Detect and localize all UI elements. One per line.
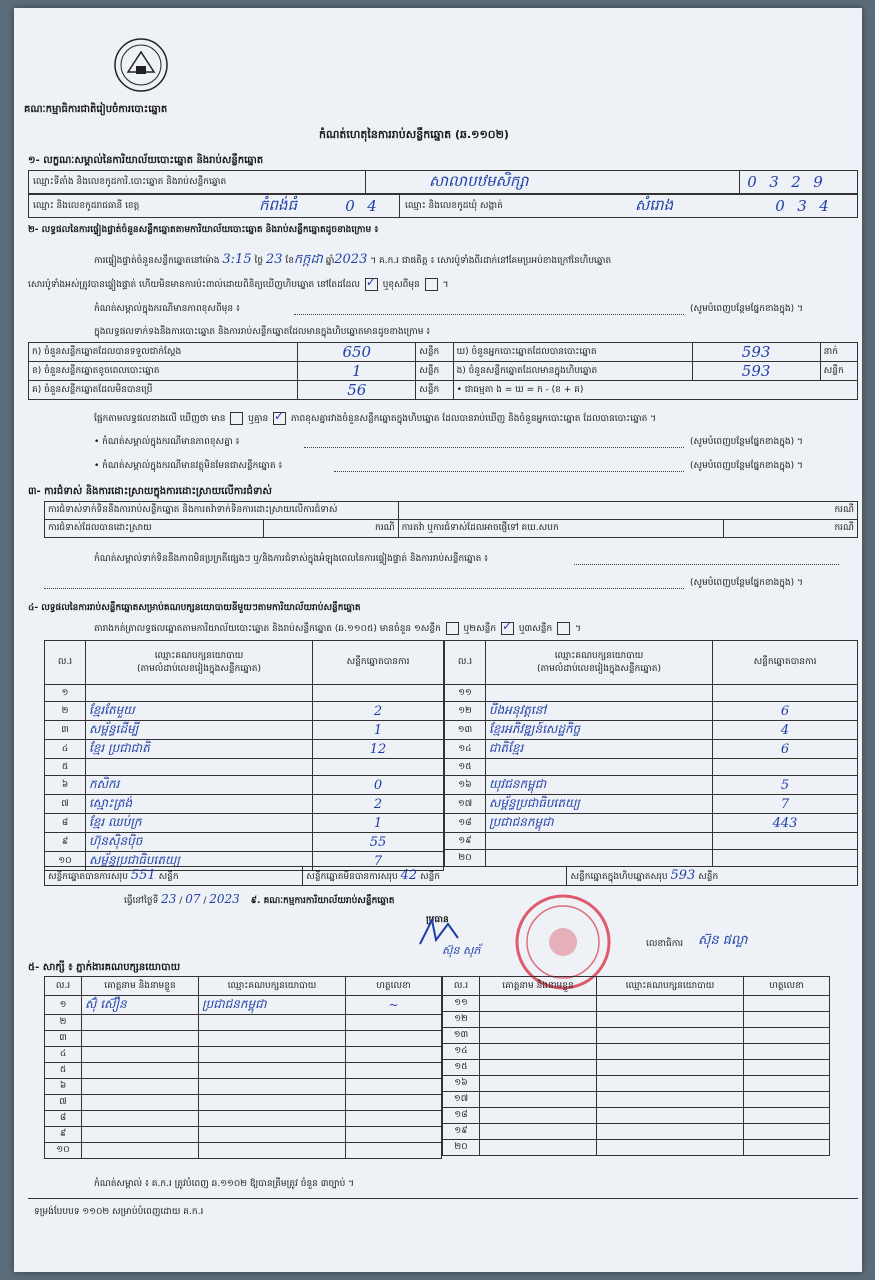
witness-signature: ~ bbox=[346, 996, 442, 1015]
witness-name bbox=[480, 1012, 597, 1028]
witness-name bbox=[82, 1015, 199, 1031]
station-row bbox=[28, 170, 858, 194]
row-number: ៥ bbox=[45, 759, 86, 776]
received-value: 650 bbox=[298, 343, 416, 362]
total-all-value: 593 bbox=[670, 868, 696, 883]
result-row bbox=[445, 850, 858, 867]
row-number: ១ bbox=[45, 996, 82, 1015]
result-row bbox=[45, 833, 444, 852]
section1-heading: ១- លក្ខណៈសម្គាល់នៃការិយាល័យបោះឆ្នោត និងរាប់សន្លឹកឆ្នោត bbox=[28, 155, 264, 166]
result-row bbox=[445, 759, 858, 776]
no-diff-checkbox[interactable] bbox=[273, 412, 286, 425]
witness-row bbox=[443, 1044, 830, 1060]
ballot-count-table: ក) ចំនួនសន្លឹកឆ្នោតដែលបានទទួលជាក់ស្តែង 650 សន្លឹក ឃ) ចំនួនអ្នកបោះឆ្នោតដែលបានបោះឆ្នោត 593 នាក់ ខ) ចំនួនសន្លឹកឆ្នោតខូចពេលបោះឆ្នោត 1 សន្លឹក ង) ចំនួនសន្លឹកឆ្នោតដែលមានក្នុងហិបឆ្នោត 593 សន្លឹក គ) ចំនួនសន្លឹកឆ្នោតដែលមិនបានប្រើ 56 សន្លឹក • ជាធម្មតា ង = ឃ = ក - (ខ + គ) bbox=[28, 342, 858, 400]
province-row bbox=[28, 194, 858, 218]
row-number: ១២ bbox=[443, 1012, 480, 1028]
row-number: ៧ bbox=[45, 1095, 82, 1111]
row-number: ៦ bbox=[45, 776, 86, 795]
row-number: ២ bbox=[45, 1015, 82, 1031]
party-votes bbox=[713, 850, 858, 867]
party-votes: 4 bbox=[713, 721, 858, 740]
result-row bbox=[445, 795, 858, 814]
result-row bbox=[445, 702, 858, 721]
party-name: ខ្មែរតែមួយ bbox=[86, 702, 313, 721]
witness-signature bbox=[744, 1044, 830, 1060]
station-value: សាលាបឋមសិក្សា bbox=[429, 172, 529, 190]
voters-value: 593 bbox=[692, 343, 820, 362]
row-number: ២០ bbox=[443, 1140, 480, 1156]
witness-signature bbox=[744, 1108, 830, 1124]
witness-row bbox=[443, 1012, 830, 1028]
station-code: 0 3 2 9 bbox=[747, 173, 823, 191]
party-votes: 6 bbox=[713, 740, 858, 759]
witness-signature bbox=[744, 1140, 830, 1156]
witness-name bbox=[82, 1111, 199, 1127]
row-number: ៥ bbox=[45, 1063, 82, 1079]
row-number: ១៧ bbox=[443, 1092, 480, 1108]
witness-row bbox=[45, 1079, 442, 1095]
witness-party bbox=[199, 1079, 346, 1095]
party-votes: 2 bbox=[313, 702, 444, 721]
witness-row bbox=[45, 1015, 442, 1031]
party-votes bbox=[313, 759, 444, 776]
witness-signature bbox=[744, 996, 830, 1012]
chair-name: ស៊ុន សុភ័ bbox=[442, 944, 481, 957]
complaints-table: ការជំទាស់ទាក់ទិននឹងការរាប់សន្លឹកឆ្នោត និងការតវ៉ាទាក់ទិនការដោះស្រាយលើការជំទាស់ ករណី ការជំទាស់ដែលបានដោះស្រាយ ករណី ការតវ៉ា ឬការជំទាស់ដែលអាចផ្ញើទៅ គឃ.សបក ករណី bbox=[44, 501, 858, 538]
party-name bbox=[486, 850, 713, 867]
witness-row bbox=[443, 1092, 830, 1108]
two-sheets-checkbox[interactable] bbox=[501, 622, 514, 635]
in-box-value: 593 bbox=[692, 362, 820, 381]
witness-name bbox=[480, 1028, 597, 1044]
witness-party bbox=[597, 1092, 744, 1108]
party-name: ជាតិខ្មែរ bbox=[486, 740, 713, 759]
party-name: សម្ព័ន្ធដើម្បី bbox=[86, 721, 313, 740]
fill-hint-1: (សូមបំពេញបន្ថែមផ្នែកខាងក្នុង) ។ bbox=[690, 304, 803, 314]
party-votes: 7 bbox=[713, 795, 858, 814]
section5-heading: ៥- សាក្សី ៖ ភ្នាក់ងារគណបក្សនយោបាយ bbox=[28, 962, 181, 973]
document-sheet bbox=[14, 8, 862, 1272]
row-number: ១១ bbox=[443, 996, 480, 1012]
doc-title: កំណត់ហេតុនៃការរាប់សន្លឹកឆ្នោត (ឆ.១១០២) bbox=[319, 128, 509, 141]
total-invalid-value: 42 bbox=[400, 868, 418, 883]
witness-signature bbox=[346, 1031, 442, 1047]
station-label: ឈ្មោះទីតាំង និងលេខកូដការិ.បោះឆ្នោត និងរាប់សន្លឹកឆ្នោត bbox=[33, 177, 227, 187]
row-number: ៧ bbox=[45, 795, 86, 814]
party-votes: 5 bbox=[713, 776, 858, 795]
witness-party bbox=[597, 1044, 744, 1060]
s5-note: កំណត់សម្គាល់ ៖ គ.ក.រ ត្រូវបំពេញ ឆ.១១០២ ឱ្យបានត្រឹមត្រូវ ចំនួន ៣ច្បាប់ ។ bbox=[94, 1179, 355, 1189]
witness-signature bbox=[346, 1143, 442, 1159]
witness-name bbox=[82, 1127, 199, 1143]
witness-row bbox=[443, 1108, 830, 1124]
bullet2: • កំណត់សម្គាល់ក្នុងករណីមានវត្ថុមិនមែនជាសន្លឹកឆ្នោត ៖ bbox=[94, 461, 283, 471]
witness-name bbox=[480, 1076, 597, 1092]
witness-row bbox=[443, 1076, 830, 1092]
section2-heading: ២- លទ្ធផលនៃការផ្ទៀងផ្ទាត់ចំនួនសន្លឹកឆ្នោតតាមការិយាល័យបោះឆ្នោត និងរាប់សន្លឹកឆ្នោតដូចខាងក្រោម ៖ bbox=[28, 225, 379, 235]
day-value: 23 bbox=[265, 252, 283, 267]
changed-checkbox[interactable] bbox=[425, 278, 438, 291]
party-name: សម្ព័ន្ធប្រជាធិបតេយ្យ bbox=[86, 852, 313, 871]
witness-name bbox=[480, 1060, 597, 1076]
row-number: ៣ bbox=[45, 1031, 82, 1047]
time-value: 3:15 bbox=[222, 252, 252, 267]
result-row bbox=[45, 740, 444, 759]
row-number: ២០ bbox=[445, 850, 486, 867]
witness-signature bbox=[744, 1060, 830, 1076]
row-number: ១១ bbox=[445, 685, 486, 702]
party-name: យុវជនកម្ពុជា bbox=[486, 776, 713, 795]
witness-name bbox=[82, 1031, 199, 1047]
witness-name: ស៊ុំ ស៊ឿន bbox=[82, 996, 199, 1015]
row-number: ១៩ bbox=[445, 833, 486, 850]
witness-party bbox=[199, 1095, 346, 1111]
s2-intro: ក្នុងលទ្ធផលទាក់ទងនឹងការបោះឆ្នោត និងការរាប់សន្លឹកឆ្នោតដែលមានក្នុងហិបឆ្នោតមានដូចខាងក្រោម ៖ bbox=[94, 327, 431, 337]
row-number: ១៨ bbox=[445, 814, 486, 833]
witness-signature bbox=[744, 1124, 830, 1140]
year-value: 2023 bbox=[334, 252, 368, 267]
witness-name bbox=[82, 1063, 199, 1079]
row-number: ៤ bbox=[45, 740, 86, 759]
unused-value: 56 bbox=[298, 381, 416, 400]
note1-label: កំណត់សម្គាល់ក្នុងករណីមានភាពខុសពីមុន ៖ bbox=[94, 304, 240, 314]
result-row bbox=[445, 833, 858, 850]
results-table-right: ល.រ ឈ្មោះគណបក្សនយោបាយ (តាមលំដាប់លេខរៀងក្នុងសន្លឹកឆ្នោត) សន្លឹកឆ្នោតបានការ ១១ ១២ បីងអនុវត្តនៅ 6 ១៣ ខ្មែរអភិវឌ្ឍន៍សេដ្ឋកិច្ច 4 ១៤ ជាតិខ្មែរ 6 ១៥ ១៦ យុវជនកម្ពុជា 5 ១៧ សម្ព័ន្ធប្រជាធិបតេយ្យ 7 ១៨ ប្រជាជនកម្ពុជា 443 ១៩ ២០ bbox=[444, 640, 858, 867]
results-table-left: ល.រ ឈ្មោះគណបក្សនយោបាយ (តាមលំដាប់លេខរៀងក្នុងសន្លឹកឆ្នោត) សន្លឹកឆ្នោតបានការ ១ ២ ខ្មែរតែមួយ 2 ៣ សម្ព័ន្ធដើម្បី 1 ៤ ខ្មែរ ប្រជាជាតិ 12 ៥ ៦ កសិករ 0 ៧ ស្មោះត្រង់ 2 ៨ ខ្មែរ ឈប់ក្រ 1 ៩ ហ៊ុនស៊ិនប៉ិច 55 ១០ សម្ព័ន្ធប្រជាធិបតេយ្យ 7 bbox=[44, 640, 444, 871]
witness-party bbox=[199, 1063, 346, 1079]
witness-row bbox=[45, 1095, 442, 1111]
witness-row bbox=[443, 1060, 830, 1076]
s3-note: កំណត់សម្គាល់ទាក់ទិននឹងភាពមិនប្រក្រតីផ្សេងៗ ឬ/និងការជំទាស់ក្នុងអំឡុងពេលនៃការផ្ទៀងផ្ទាត់ និងការរាប់សន្លឹកឆ្នោត ៖ bbox=[94, 554, 489, 564]
result-row bbox=[445, 721, 858, 740]
witness-signature bbox=[744, 1028, 830, 1044]
witness-row bbox=[45, 1047, 442, 1063]
compare-line: ផ្អែកតាមលទ្ធផលខាងលើ ឃើញថា មាន ឬគ្មាន ✓ ភាពខុសគ្នារវាងចំនួនសន្លឹកឆ្នោតក្នុងហិបឆ្នោត ដែលបានរាប់ឃើញ និងចំនួនអ្នកបោះឆ្នោត ដែលបានបោះឆ្នោត ។ bbox=[94, 412, 656, 426]
party-votes: 0 bbox=[313, 776, 444, 795]
witness-name bbox=[480, 1044, 597, 1060]
party-name: សម្ព័ន្ធប្រជាធិបតេយ្យ bbox=[486, 795, 713, 814]
row-number: ១៤ bbox=[443, 1044, 480, 1060]
row-number: ១៨ bbox=[443, 1108, 480, 1124]
bullet1: • កំណត់សម្គាល់ក្នុងករណីមានភាពខុសគ្នា ៖ bbox=[94, 437, 240, 447]
result-row bbox=[445, 740, 858, 759]
total-valid-value: 551 bbox=[130, 868, 156, 883]
witness-signature bbox=[346, 1063, 442, 1079]
party-votes: 2 bbox=[313, 795, 444, 814]
witness-signature bbox=[346, 1079, 442, 1095]
witness-name bbox=[82, 1047, 199, 1063]
witness-signature bbox=[346, 1015, 442, 1031]
made-on-line: ធ្វើនៅថ្ងៃទី 23 / 07 / 2023 ៩. គណៈកម្មការការិយាល័យរាប់សន្លឹកឆ្នោត bbox=[124, 892, 395, 906]
row-number: ១៩ bbox=[443, 1124, 480, 1140]
fill-hint-2: (សូមបំពេញបន្ថែមផ្នែកខាងក្នុង) ។ bbox=[690, 437, 803, 447]
witness-signature bbox=[744, 1076, 830, 1092]
row-number: ៤ bbox=[45, 1047, 82, 1063]
row-number: ១៥ bbox=[443, 1060, 480, 1076]
month-value: កក្កដា bbox=[293, 252, 323, 267]
witness-row bbox=[443, 1124, 830, 1140]
witness-party bbox=[597, 1124, 744, 1140]
witness-party bbox=[597, 1060, 744, 1076]
party-name: ប្រជាជនកម្ពុជា bbox=[486, 814, 713, 833]
party-name: ខ្មែរ ឈប់ក្រ bbox=[86, 814, 313, 833]
spoiled-value: 1 bbox=[298, 362, 416, 381]
result-row bbox=[45, 721, 444, 740]
chair-label: ប្រធាន bbox=[426, 915, 449, 925]
witness-row bbox=[443, 1140, 830, 1156]
one-sheet-checkbox[interactable] bbox=[446, 622, 459, 635]
witness-row bbox=[443, 1028, 830, 1044]
result-row bbox=[45, 685, 444, 702]
row-number: ១៥ bbox=[445, 759, 486, 776]
row-number: ១៣ bbox=[443, 1028, 480, 1044]
witness-party bbox=[199, 1127, 346, 1143]
fill-hint-4: (សូមបំពេញបន្ថែមផ្នែកខាងក្នុង) ។ bbox=[690, 578, 803, 588]
row-number: ១០ bbox=[45, 1143, 82, 1159]
witness-name bbox=[82, 1095, 199, 1111]
row-number: ១ bbox=[45, 685, 86, 702]
witness-party bbox=[199, 1047, 346, 1063]
witness-name bbox=[82, 1079, 199, 1095]
witness-row bbox=[45, 1031, 442, 1047]
result-row bbox=[445, 776, 858, 795]
witness-party bbox=[597, 996, 744, 1012]
row-number: ៩ bbox=[45, 1127, 82, 1143]
party-votes bbox=[713, 685, 858, 702]
witness-signature bbox=[744, 1012, 830, 1028]
result-row bbox=[445, 685, 858, 702]
row-number: ១៣ bbox=[445, 721, 486, 740]
three-sheets-checkbox[interactable] bbox=[557, 622, 570, 635]
has-diff-checkbox[interactable] bbox=[230, 412, 243, 425]
secretary-name: ស៊ុន ផល្លា bbox=[698, 933, 748, 948]
witness-name bbox=[480, 1140, 597, 1156]
province-label: ឈ្មោះ និងលេខកូដរាជធានី ខេត្ត bbox=[33, 201, 140, 211]
row-number: ៨ bbox=[45, 814, 86, 833]
org-name: គណៈកម្មាធិការជាតិរៀបចំការបោះឆ្នោត bbox=[24, 104, 168, 115]
party-votes bbox=[313, 685, 444, 702]
secretary-label: លេខាធិការ bbox=[646, 939, 684, 949]
row-number: ១៧ bbox=[445, 795, 486, 814]
witness-party bbox=[199, 1111, 346, 1127]
section3-heading: ៣- ការជំទាស់ និងការដោះស្រាយក្នុងការដោះស្រាយលើការជំទាស់ bbox=[28, 486, 272, 497]
witness-row bbox=[443, 996, 830, 1012]
result-row bbox=[45, 759, 444, 776]
party-name bbox=[86, 759, 313, 776]
party-votes: 443 bbox=[713, 814, 858, 833]
party-name: កសិករ bbox=[86, 776, 313, 795]
time-line: ការផ្ទៀងផ្ទាត់ចំនួនសន្លឹកឆ្នោតនៅម៉ោង 3:15 ថ្ងៃ 23 ខែកក្កដា ឆ្នាំ2023 ។ គ.ក.រ ជាផតិត្ត ៖ សោរប៉ូទាំងពីរដាក់នៅគែមប្រអប់ខាងក្រៅនៃហិបឆ្នោត bbox=[94, 252, 612, 267]
result-row bbox=[45, 795, 444, 814]
party-name: ខ្មែរអភិវឌ្ឍន៍សេដ្ឋកិច្ច bbox=[486, 721, 713, 740]
witness-table-left: ល.រ គោត្តនាម និងនាមខ្លួន ឈ្មោះគណបក្សនយោបាយ ហត្ថលេខា ១ ស៊ុំ ស៊ឿន ប្រជាជនកម្ពុជា ~ ២ ៣ ៤ ៥ ៦ ៧ ៨ ៩ ១០ bbox=[44, 976, 442, 1159]
party-votes: 12 bbox=[313, 740, 444, 759]
result-row bbox=[45, 702, 444, 721]
witness-party bbox=[199, 1143, 346, 1159]
witness-signature bbox=[744, 1092, 830, 1108]
row-number: ១០ bbox=[45, 852, 86, 871]
witness-name bbox=[480, 996, 597, 1012]
party-votes bbox=[713, 833, 858, 850]
party-votes: 1 bbox=[313, 814, 444, 833]
witness-row bbox=[45, 996, 442, 1015]
row-number: ៩ bbox=[45, 833, 86, 852]
formula: • ជាធម្មតា ង = ឃ = ក - (ខ + គ) bbox=[453, 381, 857, 400]
commune-label: ឈ្មោះ និងលេខកូដឃុំ សង្កាត់ bbox=[405, 201, 503, 211]
witness-signature bbox=[346, 1047, 442, 1063]
result-row bbox=[45, 776, 444, 795]
party-name bbox=[86, 685, 313, 702]
party-name bbox=[486, 685, 713, 702]
party-votes: 6 bbox=[713, 702, 858, 721]
witness-party: ប្រជាជនកម្ពុជា bbox=[199, 996, 346, 1015]
party-votes bbox=[713, 759, 858, 776]
fill-hint-3: (សូមបំពេញបន្ថែមផ្នែកខាងក្នុង) ។ bbox=[690, 461, 803, 471]
row-number: ៨ bbox=[45, 1111, 82, 1127]
witness-signature bbox=[346, 1111, 442, 1127]
seal-line: សោរប៉ូទាំងអស់ត្រូវបានផ្ទៀងផ្ទាត់ ហើយមិនមានការប៉ះពាល់ដោយពិនិត្យឃើញហិបឆ្នោត នៅតែដដែល ✓ ឬខុសពីមុន ។ bbox=[28, 278, 449, 292]
result-row bbox=[445, 814, 858, 833]
witness-name bbox=[480, 1108, 597, 1124]
row-number: ១៤ bbox=[445, 740, 486, 759]
section4-heading: ៤- លទ្ធផលនៃការរាប់សន្លឹកឆ្នោតសម្រាប់គណបក្សនយោបាយនីមួយៗតាមការិយាល័យរាប់សន្លឹកឆ្នោត bbox=[28, 603, 361, 613]
witness-party bbox=[597, 1028, 744, 1044]
party-name: បីងអនុវត្តនៅ bbox=[486, 702, 713, 721]
nec-emblem-icon bbox=[110, 36, 172, 94]
party-votes: 1 bbox=[313, 721, 444, 740]
commune-code: 0 3 4 bbox=[775, 197, 829, 215]
unchanged-checkbox[interactable] bbox=[365, 278, 378, 291]
witness-table-right: ល.រ គោត្តនាម និងនាមខ្លួន ឈ្មោះគណបក្សនយោបាយ ហត្ថលេខា ១១ ១២ ១៣ ១៤ ១៥ ១៦ ១៧ ១៨ ១៩ ២០ bbox=[442, 976, 830, 1156]
witness-name bbox=[480, 1124, 597, 1140]
province-code: 0 4 bbox=[345, 197, 377, 215]
result-row bbox=[45, 814, 444, 833]
witness-row bbox=[45, 1111, 442, 1127]
row-number: ៣ bbox=[45, 721, 86, 740]
witness-row bbox=[45, 1127, 442, 1143]
witness-party bbox=[597, 1012, 744, 1028]
row-number: ៦ bbox=[45, 1079, 82, 1095]
row-number: ១៦ bbox=[445, 776, 486, 795]
witness-name bbox=[82, 1143, 199, 1159]
party-name: ស្មោះត្រង់ bbox=[86, 795, 313, 814]
row-number: ១២ bbox=[445, 702, 486, 721]
row-number: ១៦ bbox=[443, 1076, 480, 1092]
s4-sheets-line: តារាងកត់ត្រាលទ្ធផលឆ្នោតតាមការិយាល័យបោះឆ្នោត និងរាប់សន្លឹកឆ្នោត (ឆ.១១០៥) មានចំនួន ១សន្លឹក ឬ២សន្លឹក ✓ ឬ៣សន្លឹក ។ bbox=[94, 622, 581, 636]
party-name bbox=[486, 759, 713, 776]
party-name: ខ្មែរ ប្រជាជាតិ bbox=[86, 740, 313, 759]
party-name: ហ៊ុនស៊ិនប៉ិច bbox=[86, 833, 313, 852]
witness-party bbox=[199, 1031, 346, 1047]
witness-row bbox=[45, 1143, 442, 1159]
commune-value: សំរោង bbox=[635, 196, 674, 214]
row-number: ២ bbox=[45, 702, 86, 721]
witness-signature bbox=[346, 1127, 442, 1143]
witness-row bbox=[45, 1063, 442, 1079]
witness-party bbox=[597, 1108, 744, 1124]
totals-row: សន្លឹកឆ្នោតបានការសរុប 551 សន្លឹក សន្លឹកឆ្នោតមិនបានការសរុប 42 សន្លឹក សន្លឹកឆ្នោតក្នុងហិបឆ្នោតសរុប 593 សន្លឹក bbox=[44, 866, 858, 886]
party-votes: 7 bbox=[313, 852, 444, 871]
party-votes: 55 bbox=[313, 833, 444, 852]
party-name bbox=[486, 833, 713, 850]
province-value: កំពង់ធំ bbox=[259, 196, 298, 214]
footer: ទម្រង់បែបបទ ១១០២ សម្រាប់បំពេញដោយ គ.ក.រ bbox=[34, 1207, 204, 1217]
witness-party bbox=[597, 1076, 744, 1092]
witness-party bbox=[199, 1015, 346, 1031]
witness-name bbox=[480, 1092, 597, 1108]
witness-signature bbox=[346, 1095, 442, 1111]
witness-party bbox=[597, 1140, 744, 1156]
